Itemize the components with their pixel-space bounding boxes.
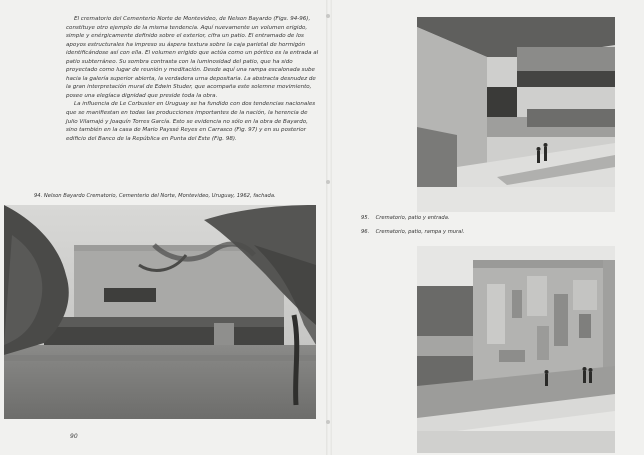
figure-95-photo xyxy=(417,17,615,212)
page-number: 90 xyxy=(70,433,78,440)
paragraph-2: La influencia de Le Corbusier en Uruguay se ha fundido con dos tendencias nacionales que se manifiestan en todas las producciones importantes de la nación, la herencia de Julio Vilamajó y Joaquín Torres García. Esto se evidencia no sólo en la obra de Bayardo, sino también en la casa de Mario Payssé Reyes en Carrasco (Fig. 97) y en su posterior edificio del Banco de la República en Punta del Este (Fig. 98). xyxy=(66,101,316,142)
caption-text: Crematorio, patio y entrada. xyxy=(375,215,450,221)
right-page xyxy=(332,0,644,455)
figure-96-caption xyxy=(361,229,464,235)
figure-96-photo xyxy=(417,246,615,453)
caption-number: 95. xyxy=(361,215,370,221)
figure-95-caption xyxy=(361,215,464,221)
right-captions xyxy=(361,215,464,243)
binding-mark xyxy=(326,14,330,18)
body-text xyxy=(66,15,320,143)
paragraph-1: El crematorio del Cementerio Norte de Montevideo, de Nelson Bayardo (Figs. 94-96), constituye otro ejemplo de la misma tendencia. Aquí nuevamente un volumen erigido, simple y enérgicamente definido sobre el exterior, cifra un patio. El entramado de los apoyos estructurales ha impreso su áspera textura sobre la caja parietal de hormigón identificándose así con ella. El volumen erigido que actúa como un pórtico es la entrada al patio subterráneo. Su sombra contrasta con la luminosidad del patio, que ha sido proyectado como lugar de reunión y meditación. Desde aquí una rampa escalonada sube hacia la galería superior abierta, la verdadera urna depositaria. La abstracta desnudez de la gran interpretación mural de Edwin Studer, que acompaña este solemne movimiento, posee una elegíaca dignidad que preside toda la obra. xyxy=(66,16,319,99)
caption-text: Crematorio, patio, rampa y mural. xyxy=(375,229,465,235)
figure-94-photo xyxy=(4,205,316,419)
binding-mark xyxy=(326,180,330,184)
binding-mark xyxy=(326,420,330,424)
caption-number: 96. xyxy=(361,229,370,235)
figure-94-caption: 94. Nelson Bayardo Crematorio, Cementerio del Norte, Montevideo, Uruguay, 1962, fachada. xyxy=(34,193,276,199)
